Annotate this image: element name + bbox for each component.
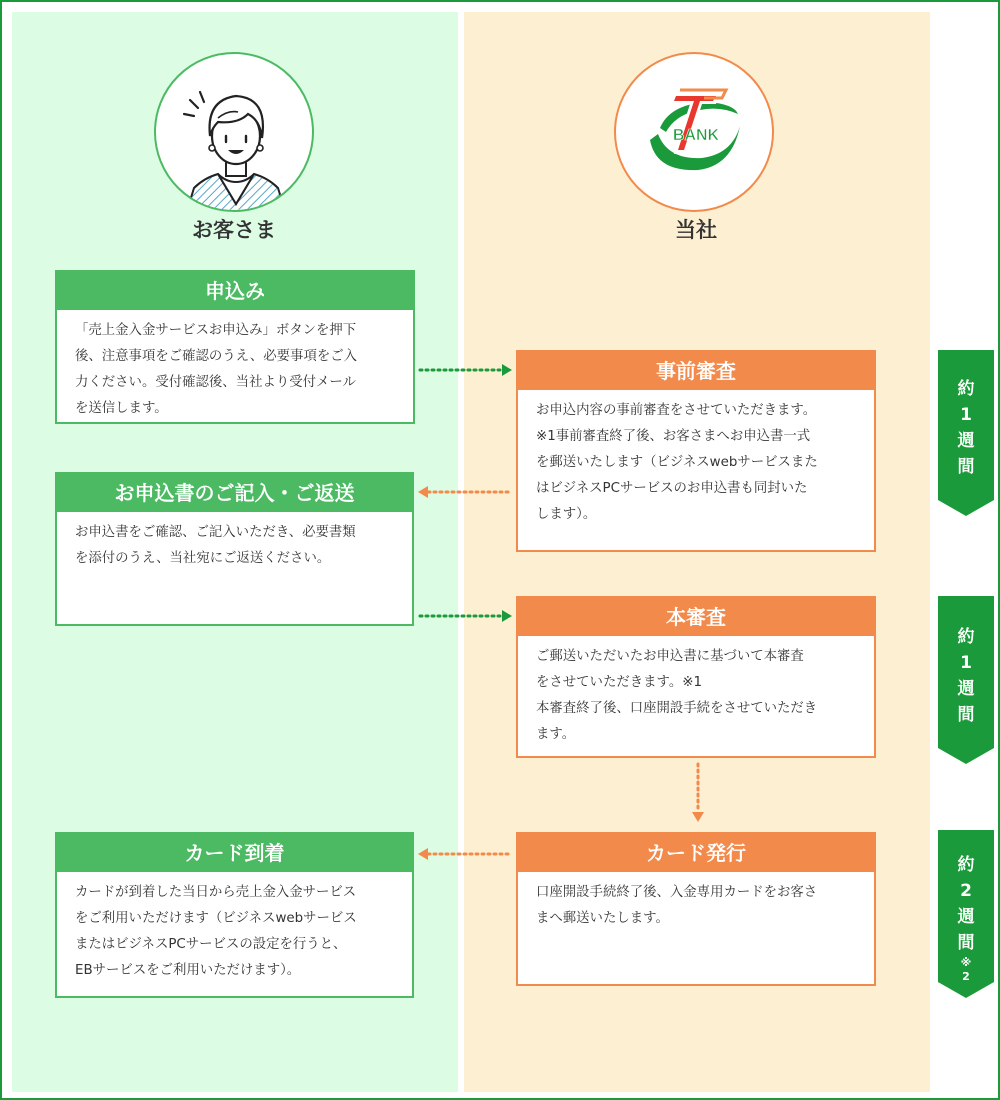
arrow-apply-to-pre-review: [416, 362, 516, 378]
company-avatar: [614, 52, 774, 212]
arrow-form-to-main-review: [416, 608, 516, 624]
step-card-arrive-text: カードが到着した当日から売上金入金サービス をご利用いただけます（ビジネスwebサービス またはビジネスPCサービスの設定を行うと、 EBサービスをご利用いただけます）。: [75, 885, 357, 978]
step-apply-text: 「売上金入金サービスお申込み」ボタンを押下 後、注意事項をご確認のうえ、必要事項をご入 力ください。受付確認後、当社より受付メール を送信します。: [75, 323, 358, 416]
step-card-issue: [516, 832, 876, 986]
step-form-return: [55, 472, 414, 626]
step-form-return-title: お申込書のご記入・ご返送: [57, 474, 412, 512]
period-3-text: 約 2 週 間: [957, 855, 975, 953]
customer-avatar: [154, 52, 314, 212]
bank-logo-text: BANK: [672, 127, 720, 144]
arrow-card-issue-to-arrive: [414, 846, 514, 862]
step-pre-review-text: お申込内容の事前審査をさせていただきます。 ※1事前審査終了後、お客さまへお申込書一式 を郵送いたします（ビジネスwebサービスまた はビジネスPCサービスのお申込書も同封いた します）。: [536, 403, 818, 522]
step-card-arrive-title: カード到着: [57, 834, 412, 872]
step-card-issue-title: カード発行: [518, 834, 874, 872]
step-card-issue-text: 口座開設手続終了後、入金専用カードをお客さ まへ郵送いたします。: [536, 885, 818, 926]
step-pre-review: [516, 350, 876, 552]
period-3-note: ※ 2: [960, 956, 972, 983]
step-main-review: [516, 596, 876, 758]
customer-person-icon: [156, 54, 314, 212]
period-3-wrap: [938, 852, 994, 984]
arrow-pre-review-to-form: [414, 484, 514, 500]
step-apply: [55, 270, 415, 424]
step-apply-title: 申込み: [57, 272, 413, 310]
step-pre-review-title: 事前審査: [518, 352, 874, 390]
period-2-text: 約 1 週 間: [957, 627, 975, 725]
period-marker-2: [938, 596, 994, 764]
bank-logo-icon: [616, 54, 774, 212]
company-label: 当社: [675, 218, 717, 242]
period-marker-1: [938, 350, 994, 516]
period-marker-3: [938, 830, 994, 998]
step-form-return-text: お申込書をご確認、ご記入いただき、必要書類 を添付のうえ、当社宛にご返送ください。: [75, 525, 356, 566]
arrow-main-review-to-card-issue: [690, 760, 706, 826]
step-main-review-text: ご郵送いただいたお申込書に基づいて本審査 をさせていただきます。※1 本審査終了後、口座開設手続をさせていただき ます。: [536, 649, 818, 742]
step-card-arrive: [55, 832, 414, 998]
customer-label: お客さま: [192, 218, 276, 242]
period-1-text: 約 1 週 間: [957, 379, 975, 477]
step-main-review-title: 本審査: [518, 598, 874, 636]
